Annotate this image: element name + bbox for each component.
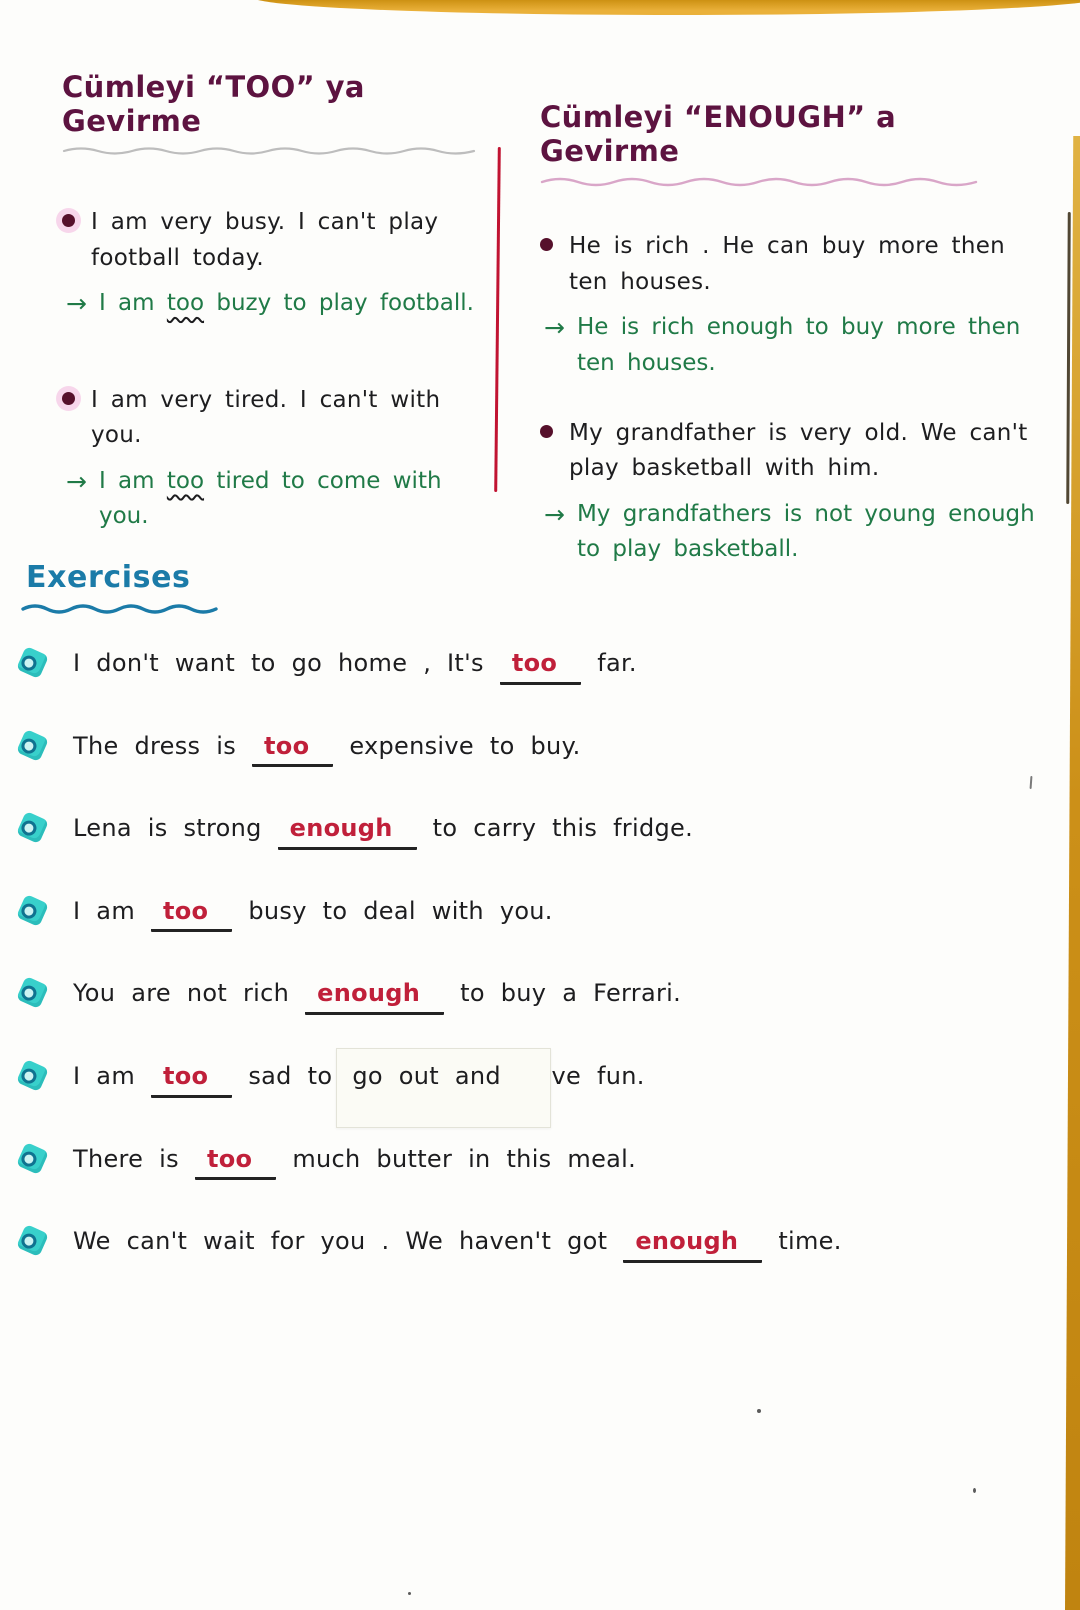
sentence-tail: have fun. — [520, 1061, 645, 1090]
diamond-bullet-icon — [16, 729, 49, 762]
example-enough-2 — [540, 416, 1045, 569]
sentence-tail: far. — [597, 649, 637, 677]
arrow-icon: → — [544, 499, 565, 529]
ink-speck — [757, 1409, 761, 1413]
bullet-ring-icon — [19, 901, 39, 921]
answer-blank: enough — [305, 977, 444, 1015]
example-enough-1 — [540, 229, 1045, 382]
bullet-ring-icon — [19, 1149, 39, 1169]
bullet-ring-icon — [19, 818, 39, 838]
bullet-ring-icon — [19, 1066, 39, 1086]
exercise-row-5 — [20, 977, 1038, 1015]
exercise-sentence — [73, 647, 637, 685]
exercise-row-8 — [20, 1225, 1038, 1263]
example-converted-sentence — [99, 464, 498, 535]
correction-tape-patch: go out and — [348, 1060, 505, 1094]
sentence-pre: I am — [73, 1061, 135, 1090]
sentence-mid: sad to — [248, 1061, 333, 1090]
example-source-sentence: I am very busy. I can't play football today. — [91, 209, 439, 271]
example-too-2 — [62, 383, 498, 536]
sentence-tail: busy to deal with you. — [248, 896, 553, 925]
exercise-list — [20, 647, 1038, 1263]
sentence-tail: much butter in this meal. — [292, 1144, 637, 1173]
example-source-sentence: I am very tired. I can't with you. — [91, 386, 441, 449]
diamond-bullet-icon — [16, 1059, 49, 1092]
exercises-heading: Exercises — [26, 560, 191, 595]
section-enough-heading: Cümleyi “ENOUGH” a Gevirme — [540, 100, 897, 168]
exercise-row-1 — [20, 647, 1038, 685]
ink-speck — [973, 1488, 976, 1493]
sentence-pre: There is — [73, 1144, 179, 1173]
answer-blank: too — [252, 730, 333, 768]
sentence-pre: Lena is strong — [73, 814, 262, 843]
diamond-bullet-icon — [16, 1142, 49, 1175]
example-converted-sentence: My grandfathers is not young enough to play basketball. — [576, 500, 1035, 563]
section-too-heading: Cümleyi “TOO” ya Gevirme — [62, 70, 365, 138]
arrow-icon: → — [544, 313, 565, 343]
arrow-icon: → — [66, 289, 87, 319]
exercise-sentence — [73, 730, 581, 768]
sentence-pre: I am — [73, 896, 135, 925]
sentence-tail: expensive to buy. — [349, 731, 581, 760]
heading-underline-wave — [62, 145, 482, 155]
exercise-row-6 — [20, 1060, 1038, 1098]
converted-pre: I am — [98, 467, 167, 494]
sentence-tail: to carry this fridge. — [432, 814, 694, 843]
example-converted-sentence — [99, 286, 474, 322]
answer-blank: enough — [278, 812, 417, 850]
answer-blank: enough — [623, 1225, 762, 1263]
answer-blank: too — [195, 1143, 276, 1181]
bullet-ring-icon — [19, 653, 39, 673]
exercise-row-4 — [20, 895, 1038, 933]
exercise-sentence — [73, 812, 693, 850]
sentence-pre: You are not rich — [73, 979, 290, 1008]
section-enough — [540, 100, 1045, 568]
example-too-1 — [62, 205, 498, 323]
diamond-bullet-icon — [16, 976, 49, 1009]
section-exercises — [20, 560, 1038, 1308]
bullet-ring-icon — [19, 984, 39, 1004]
page-edge-shadow — [1066, 212, 1070, 504]
converted-post: tired to come with you. — [98, 467, 442, 530]
sentence-pre: The dress is — [73, 731, 237, 760]
answer-blank: too — [151, 1060, 232, 1098]
answer-blank: too — [500, 647, 581, 685]
exercise-row-3 — [20, 812, 1038, 850]
keyword-too: too — [166, 290, 205, 317]
exercise-sentence — [73, 1225, 842, 1263]
bullet-dot-icon — [540, 238, 553, 251]
example-source-sentence: My grandfather is very old. We can't play basketball with him. — [569, 419, 1028, 482]
sentence-tail: time. — [778, 1227, 842, 1256]
exercise-row-7 — [20, 1143, 1038, 1181]
desk-edge-top — [252, 0, 1080, 15]
exercise-sentence — [73, 895, 553, 933]
bullet-dot-icon — [540, 425, 553, 438]
keyword-too: too — [166, 467, 205, 494]
section-too — [62, 70, 498, 535]
example-source-sentence: He is rich . He can buy more then ten houses. — [569, 233, 1006, 295]
converted-pre: I am — [98, 290, 167, 317]
exercise-sentence — [73, 977, 681, 1015]
diamond-bullet-icon — [16, 894, 49, 927]
answer-blank: too — [151, 895, 232, 933]
converted-post: buzy to play football. — [204, 290, 474, 317]
sentence-pre: I don't want to go home , It's — [73, 649, 484, 677]
diamond-bullet-icon — [16, 646, 49, 679]
sentence-tail: to buy a Ferrari. — [460, 979, 682, 1008]
bullet-dot-icon — [62, 214, 75, 227]
sentence-pre: We can't wait for you . We haven't got — [73, 1227, 608, 1256]
heading-underline-wave — [20, 602, 220, 615]
diamond-bullet-icon — [16, 811, 49, 844]
bullet-dot-icon — [62, 392, 75, 405]
example-converted-sentence: He is rich enough to buy more then ten houses. — [576, 314, 1021, 376]
heading-underline-wave — [540, 175, 985, 187]
exercise-sentence — [73, 1143, 636, 1181]
bullet-ring-icon — [19, 736, 39, 756]
exercise-row-2 — [20, 730, 1038, 768]
diamond-bullet-icon — [16, 1224, 49, 1257]
ink-speck — [408, 1592, 411, 1595]
arrow-icon: → — [66, 466, 87, 496]
exercise-sentence — [73, 1060, 645, 1098]
bullet-ring-icon — [19, 1231, 39, 1251]
